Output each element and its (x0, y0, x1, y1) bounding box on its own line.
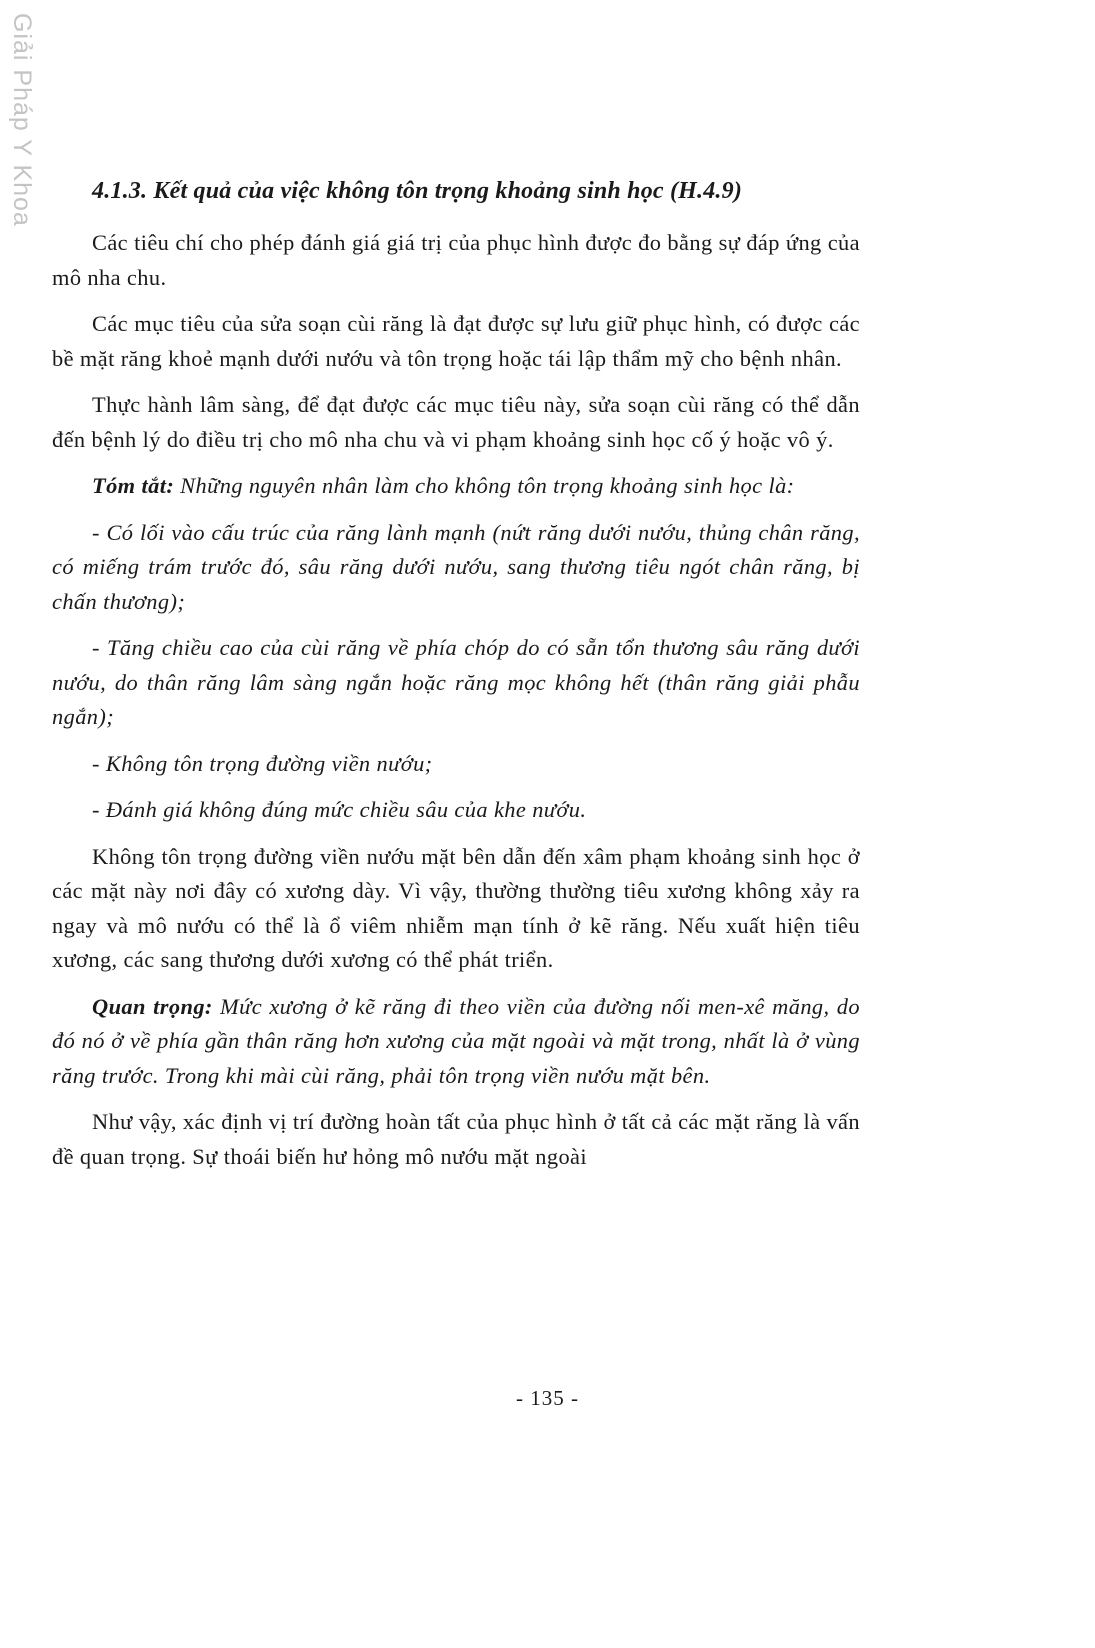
summary-item-3: - Không tôn trọng đường viền nướu; (92, 750, 433, 776)
paragraph-gingival-contour: Không tôn trọng đường viền nướu mặt bên dẫn đến xâm phạm khoảng sinh học ở các mặt này nơi đây có xương dày. Vì vậy, thường thường tiêu xương không xảy ra ngay và mô nướu có thể là ổ viêm nhiễm mạn tính ở kẽ răng. Nếu xuất hiện tiêu xương, các sang thương dưới xương có thể phát triển. (52, 843, 860, 972)
paragraph-summary (52, 469, 860, 504)
paragraph-important (52, 990, 860, 1094)
important-text: Mức xương ở kẽ răng đi theo viền của đường nối men-xê măng, do đó nó ở về phía gần thân răng hơn xương của mặt ngoài và mặt trong, nhất là ở vùng răng trước. Trong khi mài cùi răng, phải tôn trọng viền nướu mặt bên. (52, 993, 860, 1088)
summary-item-4: - Đánh giá không đúng mức chiều sâu của khe nướu. (92, 797, 587, 822)
important-label: Quan trọng: (92, 993, 213, 1019)
summary-text: Những nguyên nhân làm cho không tôn trọng khoảng sinh học là: (174, 473, 795, 498)
page-number: - 135 - (516, 1386, 579, 1410)
paragraph-conclusion: Như vậy, xác định vị trí đường hoàn tất của phục hình ở tất cả các mặt răng là vấn đề quan trọng. Sự thoái biến hư hỏng mô nướu mặt ngoài (52, 1109, 860, 1169)
paragraph-clinical-practice: Thực hành lâm sàng, để đạt được các mục tiêu này, sửa soạn cùi răng có thể dẫn đến bệnh lý do điều trị cho mô nha chu và vi phạm khoảng sinh học cố ý hoặc vô ý. (52, 392, 860, 452)
paragraph-objectives: Các mục tiêu của sửa soạn cùi răng là đạt được sự lưu giữ phục hình, có được các bề mặt răng khoẻ mạnh dưới nướu và tôn trọng hoặc tái lập thẩm mỹ cho bệnh nhân. (52, 311, 860, 371)
paragraph-criteria: Các tiêu chí cho phép đánh giá giá trị của phục hình được đo bằng sự đáp ứng của mô nha chu. (52, 230, 860, 290)
page-content (52, 174, 860, 1186)
watermark: Giải Pháp Y Khoa (8, 13, 36, 227)
summary-label: Tóm tắt: (92, 473, 175, 498)
summary-item-1: - Có lối vào cấu trúc của răng lành mạnh (nứt răng dưới nướu, thủng chân răng, có miếng trám trước đó, sâu răng dưới nướu, sang thương tiêu ngót chân răng, bị chấn thương); (52, 519, 860, 614)
section-heading: 4.1.3. Kết quả của việc không tôn trọng khoảng sinh học (H.4.9) (92, 178, 743, 204)
summary-item-2: - Tăng chiều cao của cùi răng về phía chóp do có sẵn tổn thương sâu răng dưới nướu, do thân răng lâm sàng ngắn hoặc răng mọc không hết (thân răng giải phẫu ngắn); (52, 635, 860, 729)
